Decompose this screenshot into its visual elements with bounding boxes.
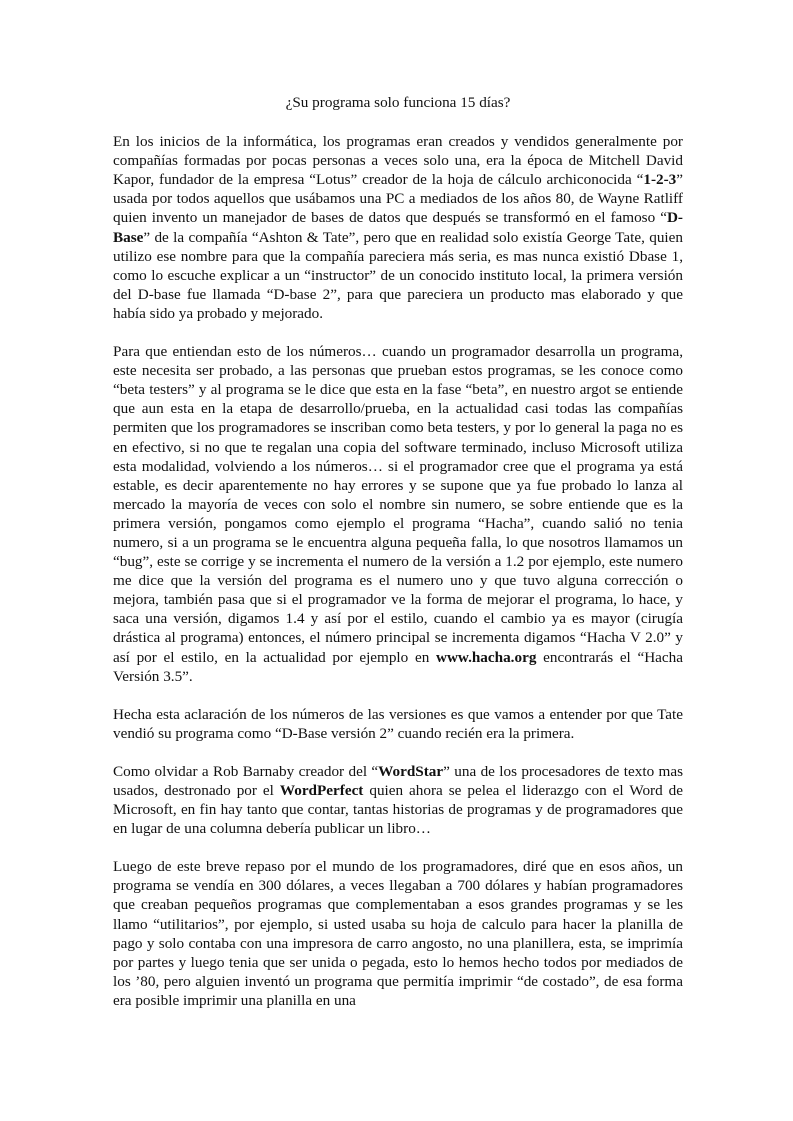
paragraph-1 xyxy=(113,132,683,323)
paragraph-4 xyxy=(113,762,683,838)
text-segment: ” de la compañía “Ashton & Tate”, pero que en realidad solo existía George Tate, quien utilizo ese nombre para que la compañía pareciera más seria, es mas nunca existió Dbase 1, como lo escuche explicar a un “instructor” de un conocido instituto local, la primera versión del D-base fue llamada “D-base 2”, para que pareciera un producto mas elaborado y que había sido ya probado y mejorado. xyxy=(113,228,683,322)
paragraph-2 xyxy=(113,342,683,686)
text-segment: En los inicios de la informática, los programas eran creados y vendidos generalmente por compañías formadas por pocas personas a veces solo una, era la época de Mitchell David Kapor, fundador de la empresa “Lotus” creador de la hoja de cálculo archiconocida “ xyxy=(113,133,683,189)
text-segment: quien ahora se pelea el liderazgo con el Word de Microsoft, en fin hay tanto que contar, tantas historias de programas y de programadores que en lugar de una columna debería publicar un libro… xyxy=(113,782,684,838)
bold-term-1-2-3: 1-2-3 xyxy=(643,171,677,189)
text-segment: Para que entiendan esto de los números… cuando un programador desarrolla un programa, este necesita ser probado, a las personas que prueban estos programas, se les conoce como “beta testers” y al programa se le dice que esta en la fase “beta”, en nuestro argot se entiende que aun esta en la etapa de desarrollo/prueba, en la actualidad casi todas las compañías permiten que los programadores se inscriban como beta testers, y por lo general la paga no es en efectivo, si no que te regalan una copia del software terminado, incluso Microsoft utiliza esta modalidad, volviendo a los números… si el programador cree que el programa ya está estable, es decir aparentemente no hay errores y se supone que ya fue probado lo lanza al mercado la mayoría de veces con solo el nombre sin numero, se sobre entiende que es la primera versión, pongamos como ejemplo el programa “Hacha”, cuando salió no tenia numero, si a un programa se le encuentra alguna pequeña falla, lo que nosotros llamamos un “bug”, este se corrige y se incrementa el numero de la versión a 1.2 por ejemplo, este numero me dice que la versión del programa es el numero uno y que tuvo alguna corrección o mejora, también pasa que si el programador ve la forma de mejorar el programa, lo hace, y saca una versión, digamos 1.4 y así por el estilo, cuando el cambio ya es mayor (cirugía drástica al programa) entonces, el número principal se incrementa digamos “Hacha V 2.0” y así por el estilo, en la actualidad por ejemplo en xyxy=(113,343,683,666)
bold-link-hacha-org: www.hacha.org xyxy=(436,648,537,666)
text-segment: Luego de este breve repaso por el mundo de los programadores, diré que en esos años, un programa se vendía en 300 dólares, a veces llegaban a 700 dólares y habían programadores que creaban pequeños programas que complementaban a esos grandes programas y se les llamo “utilitarios”, por ejemplo, si usted usaba su hoja de calculo para hacer la planilla de pago y solo contaba con una impresora de carro angosto, no una planillera, esta, se imprimía por partes y luego tenia que ser unida o pegada, esto lo hemos hecho todos por mediados de los ’80, pero alguien inventó un programa que permitía imprimir “de costado”, de esa forma era posible imprimir una planilla en una xyxy=(113,858,683,1009)
text-segment: Hecha esta aclaración de los números de las versiones es que vamos a entender por que Tate vendió su programa como “D-Base versión 2” cuando recién era la primera. xyxy=(113,705,683,742)
text-segment: ” una de los procesadores de texto mas usados, destronado por el xyxy=(113,762,684,799)
bold-term-wordstar: WordStar xyxy=(378,762,444,780)
bold-term-d-base: D-Base xyxy=(113,209,683,246)
text-segment: ” usada por todos aquellos que usábamos una PC a mediados de los años 80, de Wayne Ratliff quien invento un manejador de bases de datos que después se transformó en el famoso “ xyxy=(113,171,683,227)
text-segment: encontrarás el “Hacha Versión 3.5”. xyxy=(113,648,684,685)
paragraph-3 xyxy=(113,705,683,743)
text-segment: Como olvidar a Rob Barnaby creador del “ xyxy=(113,762,379,780)
paragraph-5 xyxy=(113,857,683,1010)
bold-term-wordperfect: WordPerfect xyxy=(279,782,364,799)
document-page xyxy=(113,93,683,1029)
document-title: ¿Su programa solo funciona 15 días? xyxy=(285,94,511,111)
